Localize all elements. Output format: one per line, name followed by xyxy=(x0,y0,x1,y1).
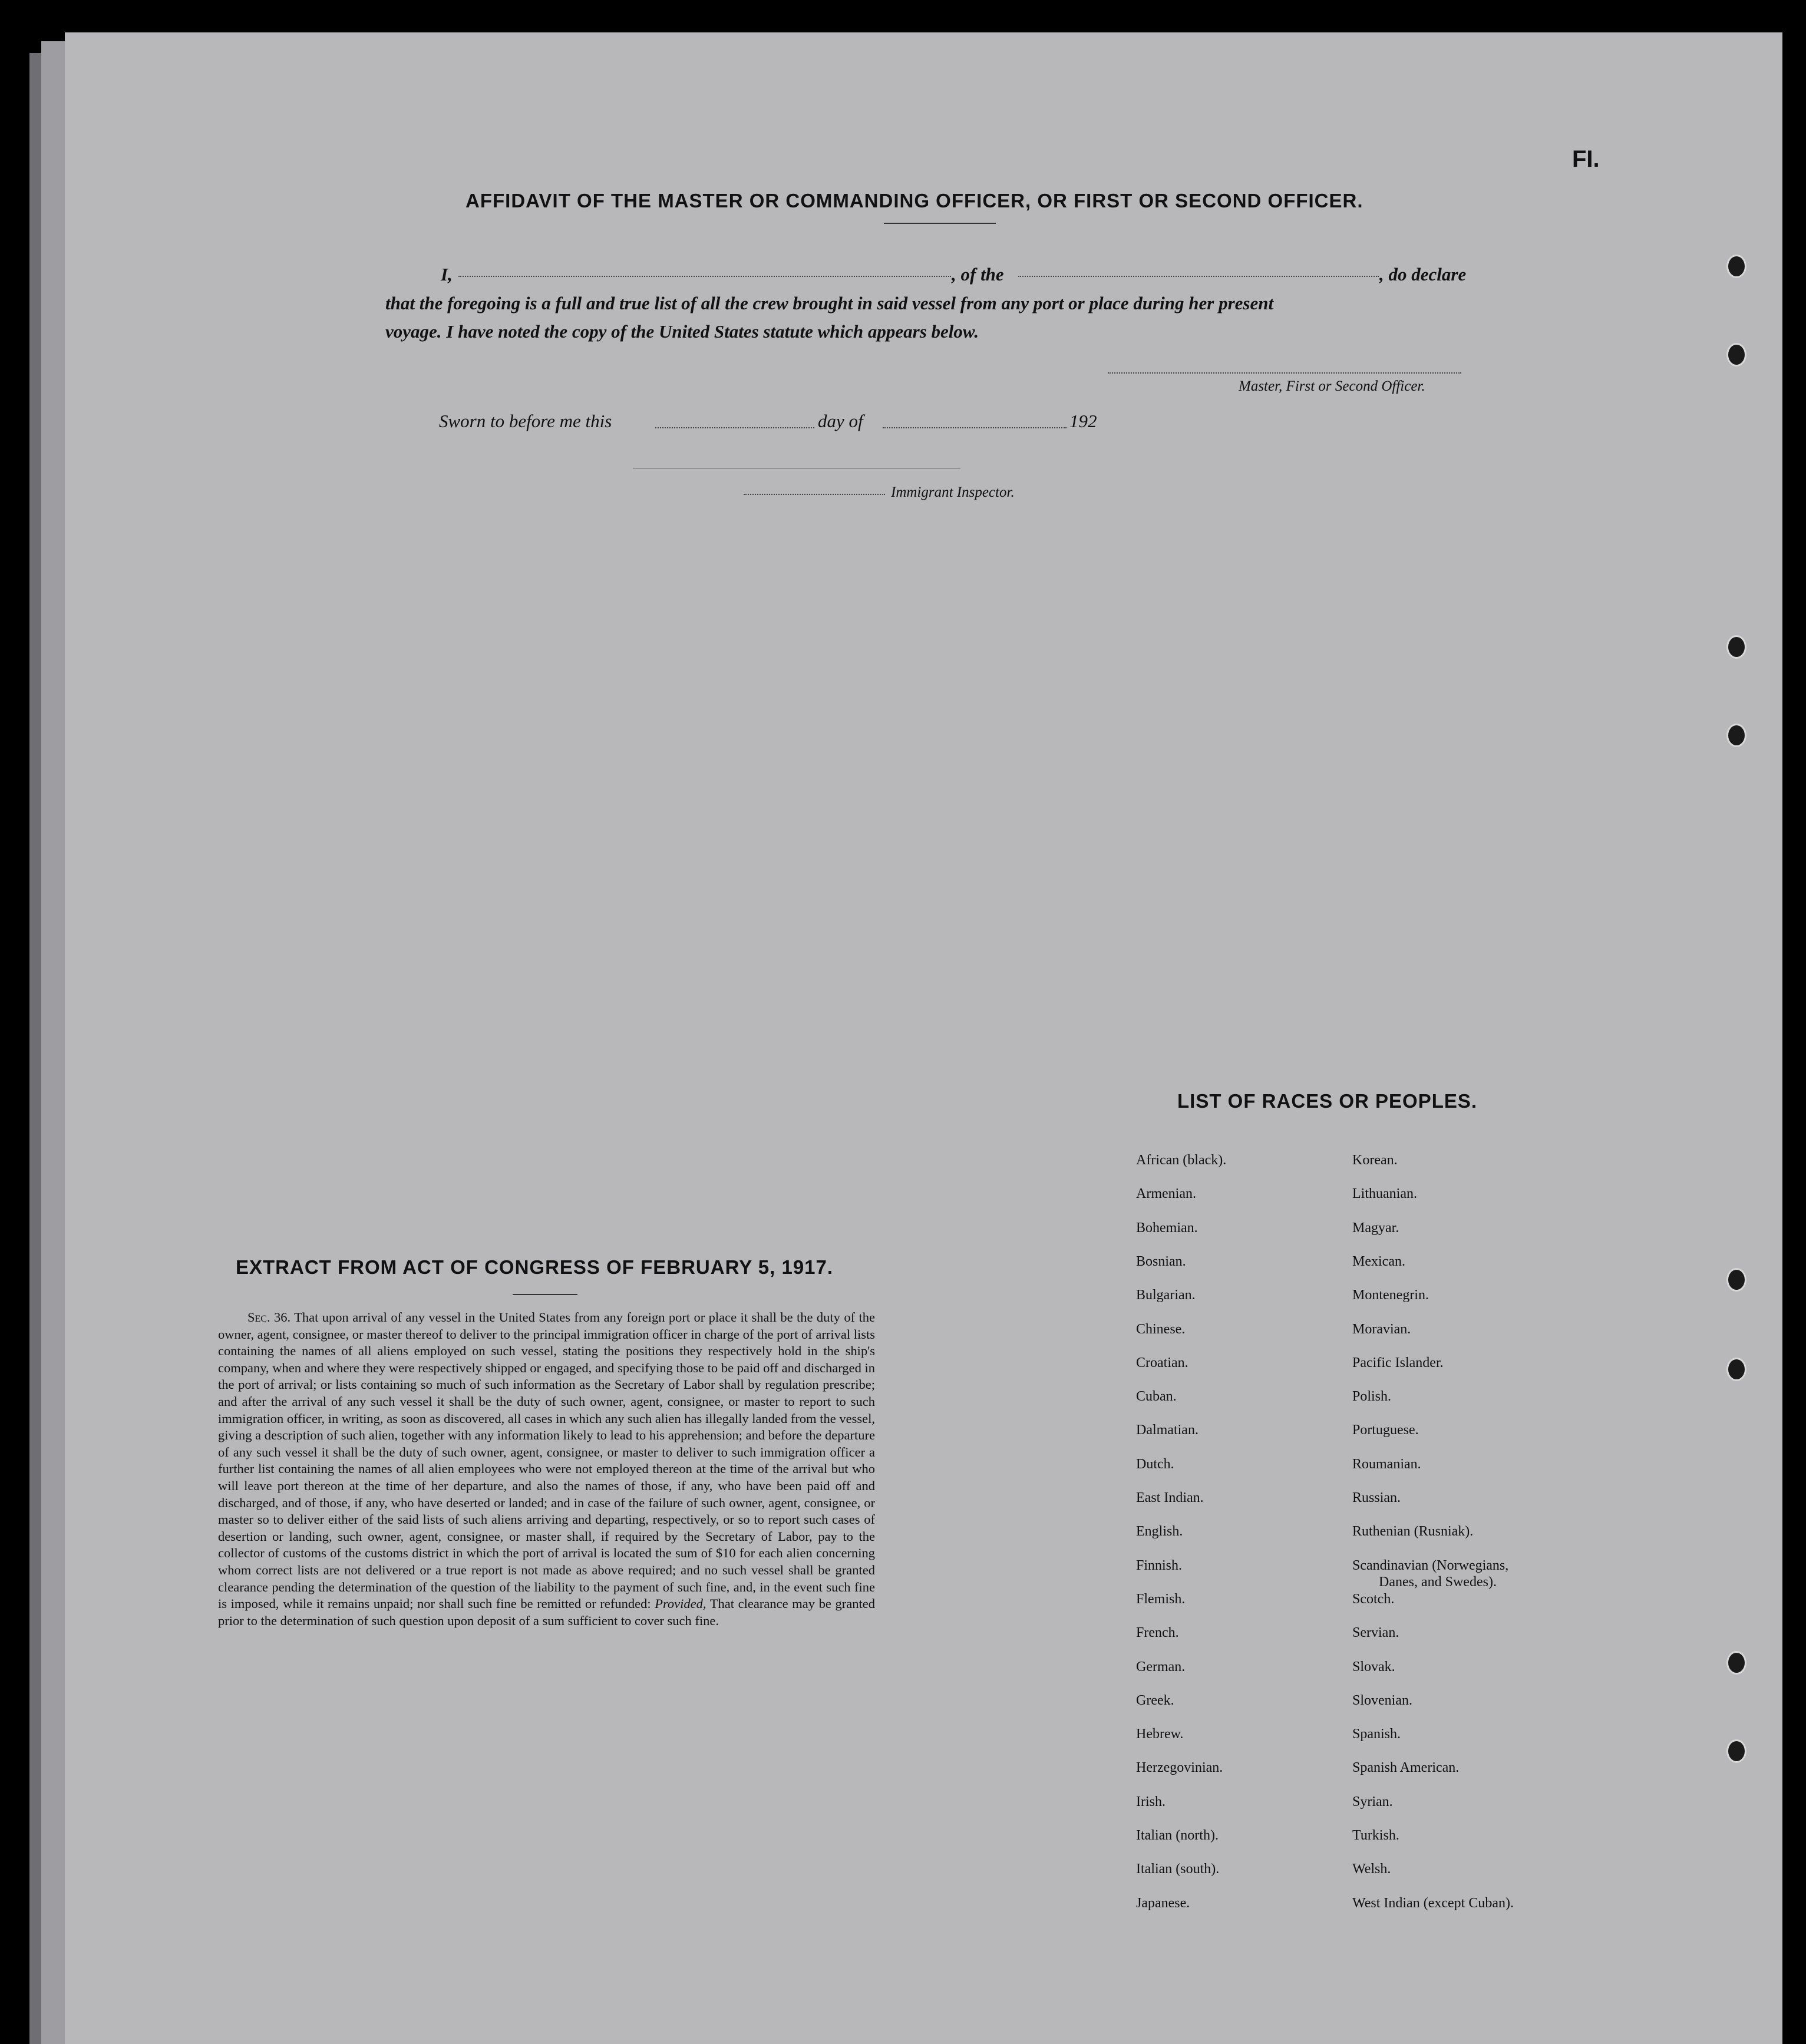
race-item: Dalmatian. xyxy=(1136,1422,1199,1438)
sworn-year: 192 xyxy=(1069,411,1097,431)
affidavit-line2: that the foregoing is a full and true list of all the crew brought in said vessel from any port or place during her present xyxy=(385,293,1274,313)
race-item: Greek. xyxy=(1136,1692,1174,1708)
inspector-dotted-line xyxy=(744,494,885,495)
race-item: Montenegrin. xyxy=(1352,1287,1429,1303)
race-item: Scandinavian (Norwegians, xyxy=(1352,1557,1509,1573)
race-item: East Indian. xyxy=(1136,1490,1204,1505)
binder-hole xyxy=(1726,255,1746,278)
master-label: Master, First or Second Officer. xyxy=(1239,378,1425,394)
race-item: Polish. xyxy=(1352,1389,1392,1405)
binder-hole xyxy=(1726,1268,1746,1292)
race-item: Slovak. xyxy=(1352,1659,1395,1675)
vessel-blank[interactable] xyxy=(1018,276,1379,277)
affidavit-line1-start: I, xyxy=(441,264,453,285)
race-item: Scotch. xyxy=(1352,1591,1395,1607)
race-item: Ruthenian (Rusniak). xyxy=(1352,1524,1474,1540)
sworn-mid: day of xyxy=(818,411,863,431)
race-item: Herzegovinian. xyxy=(1136,1760,1223,1776)
race-item: Korean. xyxy=(1352,1153,1398,1168)
race-item: Croatian. xyxy=(1136,1355,1188,1371)
sworn-day-blank[interactable] xyxy=(655,427,814,428)
race-item: Japanese. xyxy=(1136,1895,1190,1911)
race-item: Lithuanian. xyxy=(1352,1186,1417,1202)
race-item: Russian. xyxy=(1352,1490,1401,1505)
race-item: Bosnian. xyxy=(1136,1253,1186,1269)
sworn-month-blank[interactable] xyxy=(883,427,1067,428)
race-item: African (black). xyxy=(1136,1153,1227,1168)
name-blank[interactable] xyxy=(458,276,951,277)
binder-hole xyxy=(1726,1739,1746,1763)
race-item: Portuguese. xyxy=(1352,1422,1419,1438)
race-item: Italian (south). xyxy=(1136,1861,1220,1877)
sworn-start: Sworn to before me this xyxy=(439,411,612,431)
race-item: Danes, and Swedes). xyxy=(1379,1574,1497,1590)
race-item: Bulgarian. xyxy=(1136,1287,1196,1303)
corner-mark: FI. xyxy=(1572,146,1600,172)
race-item: Mexican. xyxy=(1352,1253,1405,1269)
extract-text xyxy=(218,1309,875,1629)
race-item: English. xyxy=(1136,1524,1183,1540)
race-item: Slovenian. xyxy=(1352,1692,1412,1708)
race-item: Spanish. xyxy=(1352,1726,1401,1742)
race-item: Hebrew. xyxy=(1136,1726,1184,1742)
race-item: Armenian. xyxy=(1136,1186,1196,1202)
race-item: Turkish. xyxy=(1352,1828,1399,1843)
race-item: Bohemian. xyxy=(1136,1220,1198,1236)
race-item: French. xyxy=(1136,1625,1179,1641)
affidavit-title: AFFIDAVIT OF THE MASTER OR COMMANDING OFFICER, OR FIRST OR SECOND OFFICER. xyxy=(465,190,1363,212)
race-item: Dutch. xyxy=(1136,1456,1174,1472)
race-item: German. xyxy=(1136,1659,1186,1675)
race-item: Servian. xyxy=(1352,1625,1399,1641)
race-item: Chinese. xyxy=(1136,1321,1186,1337)
race-item: Syrian. xyxy=(1352,1794,1393,1809)
section-label: Sec. 36. xyxy=(247,1310,291,1325)
race-item: Moravian. xyxy=(1352,1321,1411,1337)
affidavit-line1-mid: , of the xyxy=(952,264,1004,285)
races-title: LIST OF RACES OR PEOPLES. xyxy=(1177,1090,1478,1112)
provided-word: Provided, xyxy=(655,1596,706,1612)
extract-title: EXTRACT FROM ACT OF CONGRESS OF FEBRUARY 5, 1917. xyxy=(236,1256,834,1278)
race-item: Pacific Islander. xyxy=(1352,1355,1444,1371)
race-item: Italian (north). xyxy=(1136,1828,1219,1843)
extract-body-end: That clearance may be granted prior to the determination of such question upon deposit of a sum sufficient to cover such fine. xyxy=(218,1596,876,1628)
race-item: Irish. xyxy=(1136,1794,1166,1809)
binder-hole xyxy=(1726,1358,1746,1381)
title-underline xyxy=(884,223,996,224)
race-item: Finnish. xyxy=(1136,1557,1183,1573)
race-item: Cuban. xyxy=(1136,1389,1177,1405)
race-item: West Indian (except Cuban). xyxy=(1352,1895,1514,1911)
inspector-label: Immigrant Inspector. xyxy=(891,484,1015,500)
race-item: Roumanian. xyxy=(1352,1456,1421,1472)
affidavit-line3: voyage. I have noted the copy of the United States statute which appears below. xyxy=(385,321,979,342)
race-item: Flemish. xyxy=(1136,1591,1186,1607)
race-item: Spanish American. xyxy=(1352,1760,1460,1776)
binder-hole xyxy=(1726,1651,1746,1675)
master-signature-line[interactable] xyxy=(1108,372,1461,374)
binder-hole xyxy=(1726,635,1746,659)
extract-body: That upon arrival of any vessel in the United States from any foreign port or place it shall be the duty of the owner, agent, consignee, or master thereof to deliver to the principal immigration officer in charge of the port of arrival lists containing the names of all aliens employed on such vessel, stating the positions they respectively hold in the ship's company, when and where they were respectively shipped or engaged, and specifying those to be paid off and discharged in the port of arrival; or lists containing so much of such information as the Secretary of Labor shall by regulation prescribe; and after the arrival of any such vessel it shall be the duty of such owner, agent, consignee, or master to report to such immigration officer, in writing, as soon as discovered, all cases in which any such alien has illegally landed from the vessel, giving a description of such alien, together with any information likely to lead to his apprehension; and before the departure of any such vessel it shall be the duty of such owner, agent, consignee, or master to deliver to such immigration officer a further list containing the names of all alien employees who were not employed thereon at the time of the arrival but who will leave port thereon at the time of her departure, and also the names of those, if any, who have been paid off and discharged, and of those, if any, who have deserted or landed; and in case of the failure of such owner, agent, consignee, or master so to deliver either of the said lists of such aliens arriving and departing, respectively, or so to report such cases of desertion or landing, such owner, agent, consignee, or master shall, if required by the Secretary of Labor, pay to the collector of customs of the customs district in which the port of arrival is located the sum of $10 for each alien concerning whom correct lists are not delivered or a true report is not made as above required; and no such vessel shall be granted clearance pending the determination of the question of the liability to the payment of such fine, and, in the event such fine is imposed, while it remains unpaid; nor shall such fine be remitted or refunded: xyxy=(218,1310,875,1612)
race-item: Welsh. xyxy=(1352,1861,1391,1877)
binder-hole xyxy=(1726,343,1746,366)
page-edge-shadow xyxy=(29,53,42,2044)
extract-title-underline xyxy=(513,1294,577,1295)
binder-hole xyxy=(1726,724,1746,747)
affidavit-line1-end: , do declare xyxy=(1379,264,1467,285)
race-item: Magyar. xyxy=(1352,1220,1399,1236)
